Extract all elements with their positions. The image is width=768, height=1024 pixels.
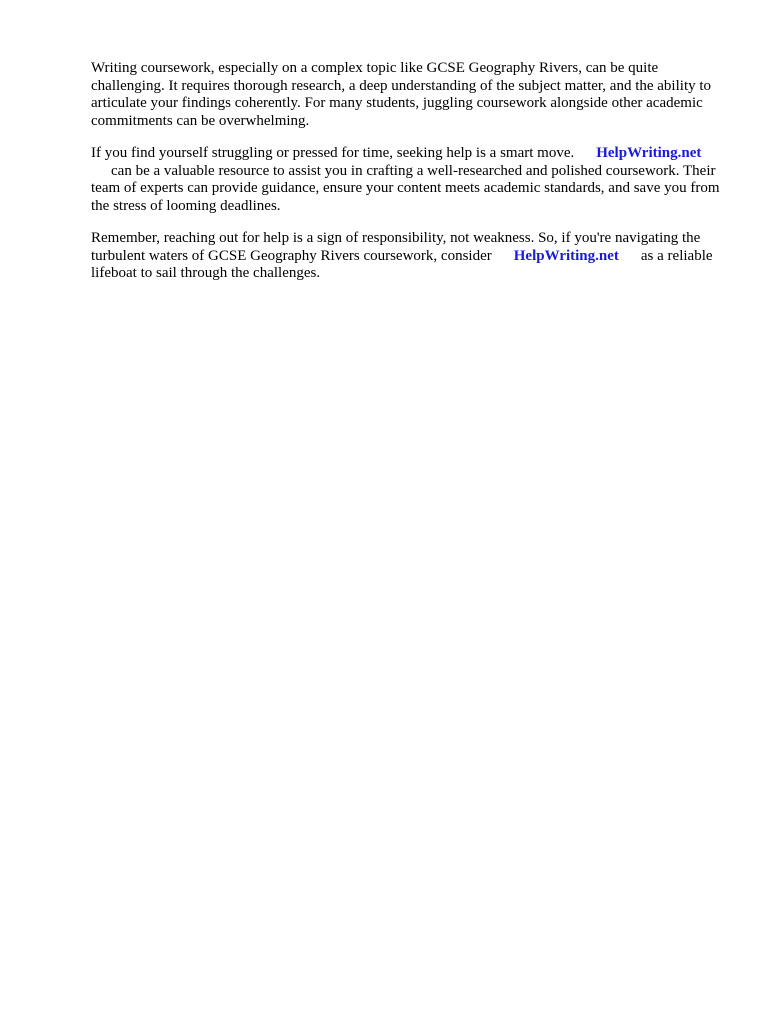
document-body bbox=[91, 60, 731, 298]
paragraph-intro-text: Writing coursework, especially on a complex topic like GCSE Geography Rivers, can be quite challenging. It requires thorough research, a deep understanding of the subject matter, and the ability to articulate your findings coherently. For many students, juggling coursework alongside other academic commitments can be overwhelming. bbox=[91, 60, 712, 129]
paragraph-help-after: can be a valuable resource to assist you in crafting a well-researched and polished coursework. Their team of experts can provide guidance, ensure your content meets academic standards, and save you from the stress of looming deadlines. bbox=[91, 162, 720, 214]
helpwriting-link-1[interactable]: HelpWriting.net bbox=[596, 145, 702, 161]
paragraph-conclusion-before: Remember, reaching out for help is a sign of responsibility, not weakness. So, if you're navigating the turbulent waters of GCSE Geography Rivers coursework, consider bbox=[91, 230, 701, 264]
paragraph-intro bbox=[91, 60, 731, 130]
paragraph-conclusion bbox=[91, 230, 731, 283]
helpwriting-link-2[interactable]: HelpWriting.net bbox=[513, 247, 619, 264]
paragraph-help bbox=[91, 145, 731, 215]
paragraph-conclusion-after: as a reliable lifeboat to sail through the challenges. bbox=[91, 247, 713, 281]
paragraph-help-before: If you find yourself struggling or pressed for time, seeking help is a smart move. bbox=[91, 145, 575, 161]
